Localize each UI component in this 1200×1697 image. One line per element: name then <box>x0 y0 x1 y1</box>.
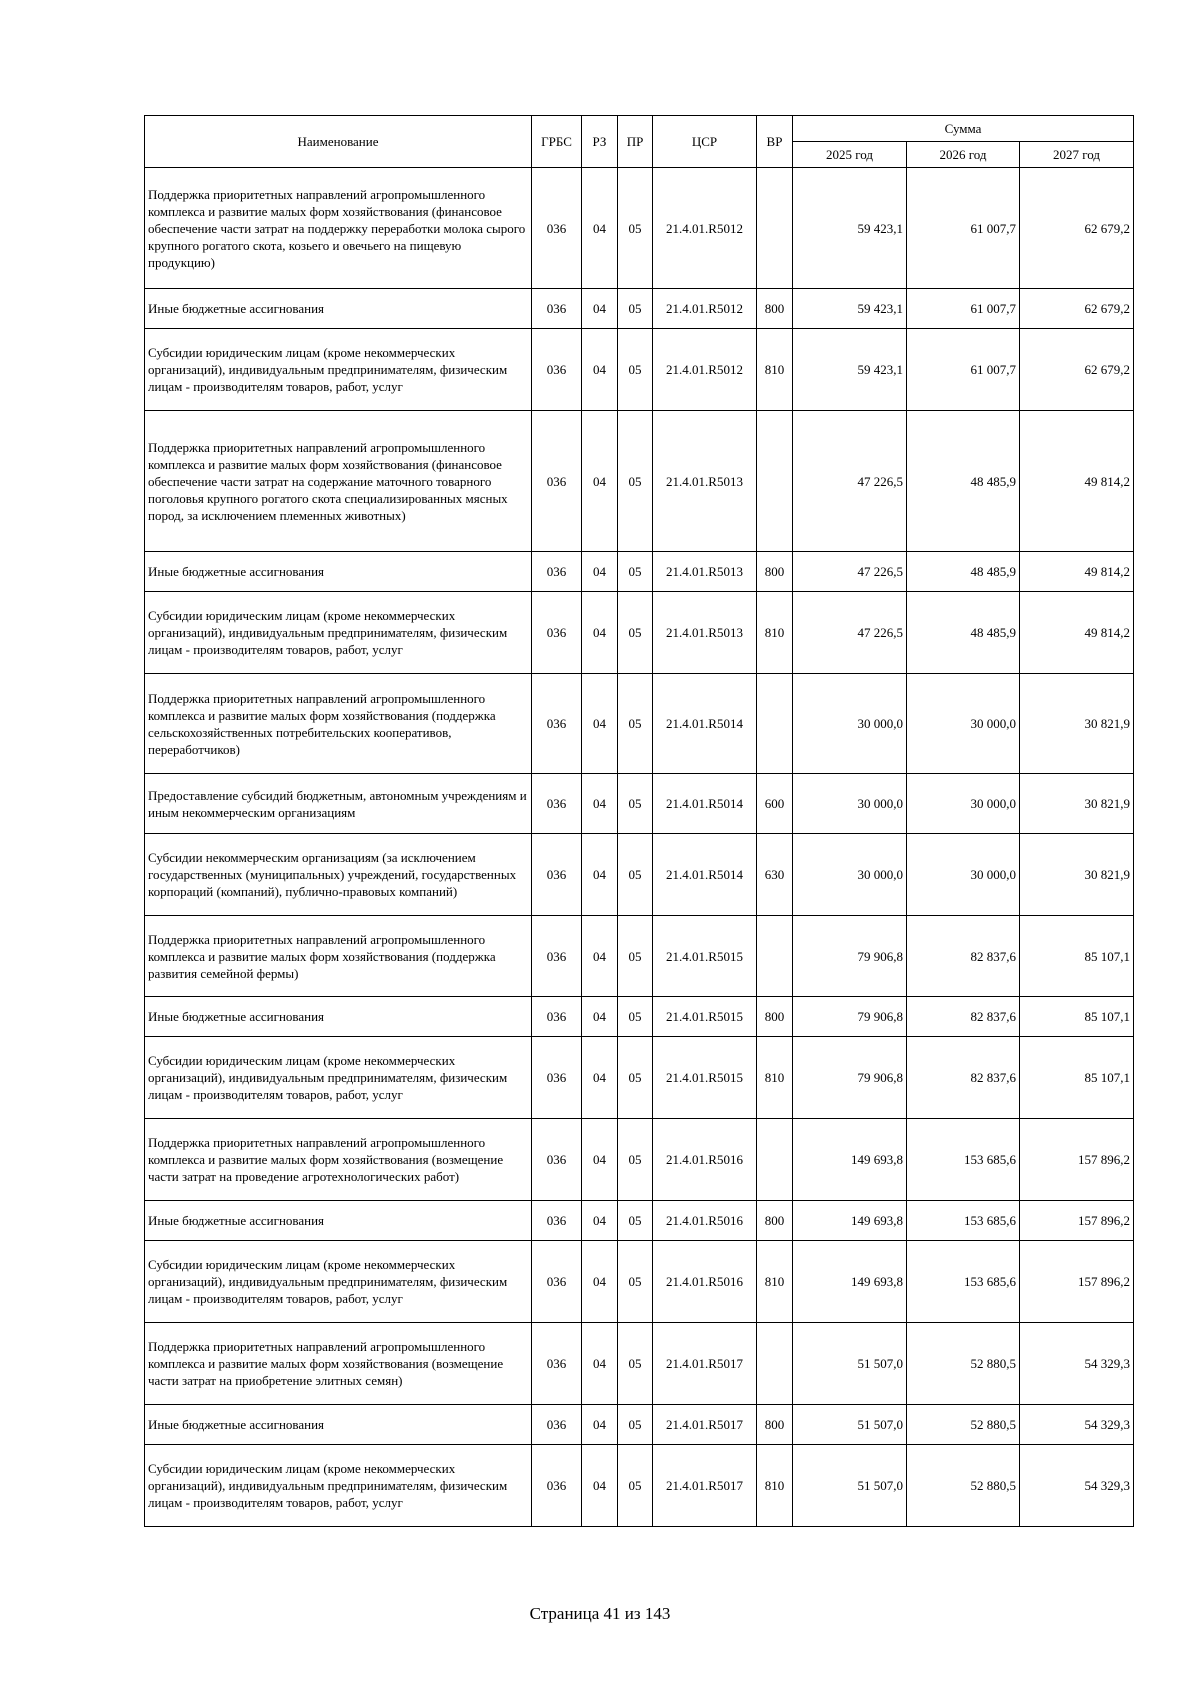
cell-pr: 05 <box>618 552 653 592</box>
cell-pr: 05 <box>618 1119 653 1201</box>
table-body <box>145 168 1134 1527</box>
cell-2025: 51 507,0 <box>793 1323 907 1405</box>
cell-2026: 153 685,6 <box>907 1201 1020 1241</box>
cell-vr: 810 <box>757 329 793 411</box>
header-2025: 2025 год <box>793 142 907 168</box>
cell-2026: 153 685,6 <box>907 1119 1020 1201</box>
cell-2026: 30 000,0 <box>907 674 1020 774</box>
cell-csr: 21.4.01.R5016 <box>653 1201 757 1241</box>
cell-2026: 30 000,0 <box>907 834 1020 916</box>
cell-2026: 48 485,9 <box>907 552 1020 592</box>
table-row <box>145 997 1134 1037</box>
cell-vr: 800 <box>757 1201 793 1241</box>
cell-2025: 47 226,5 <box>793 411 907 552</box>
cell-csr: 21.4.01.R5013 <box>653 411 757 552</box>
cell-csr: 21.4.01.R5012 <box>653 289 757 329</box>
cell-2026: 61 007,7 <box>907 168 1020 289</box>
cell-2027: 62 679,2 <box>1020 289 1134 329</box>
cell-name: Предоставление субсидий бюджетным, автономным учреждениям и иным некоммерческим организациям <box>145 774 532 834</box>
header-pr: ПР <box>618 116 653 168</box>
cell-2027: 62 679,2 <box>1020 168 1134 289</box>
cell-2025: 79 906,8 <box>793 916 907 997</box>
cell-vr <box>757 1119 793 1201</box>
cell-2027: 54 329,3 <box>1020 1445 1134 1527</box>
cell-grbs: 036 <box>532 997 582 1037</box>
cell-2025: 59 423,1 <box>793 289 907 329</box>
cell-csr: 21.4.01.R5014 <box>653 774 757 834</box>
cell-csr: 21.4.01.R5014 <box>653 834 757 916</box>
table-row <box>145 1037 1134 1119</box>
cell-2027: 62 679,2 <box>1020 329 1134 411</box>
cell-vr <box>757 674 793 774</box>
cell-grbs: 036 <box>532 834 582 916</box>
cell-rz: 04 <box>582 289 618 329</box>
cell-rz: 04 <box>582 1323 618 1405</box>
cell-pr: 05 <box>618 997 653 1037</box>
cell-2027: 30 821,9 <box>1020 834 1134 916</box>
cell-grbs: 036 <box>532 1119 582 1201</box>
cell-2026: 52 880,5 <box>907 1405 1020 1445</box>
cell-2025: 47 226,5 <box>793 592 907 674</box>
table-row <box>145 1241 1134 1323</box>
cell-2026: 48 485,9 <box>907 411 1020 552</box>
cell-grbs: 036 <box>532 1201 582 1241</box>
cell-vr: 810 <box>757 1445 793 1527</box>
cell-pr: 05 <box>618 834 653 916</box>
cell-csr: 21.4.01.R5017 <box>653 1323 757 1405</box>
cell-vr: 630 <box>757 834 793 916</box>
table-row <box>145 1323 1134 1405</box>
cell-grbs: 036 <box>532 774 582 834</box>
cell-csr: 21.4.01.R5013 <box>653 552 757 592</box>
cell-rz: 04 <box>582 1241 618 1323</box>
header-grbs: ГРБС <box>532 116 582 168</box>
cell-2025: 149 693,8 <box>793 1201 907 1241</box>
cell-grbs: 036 <box>532 1241 582 1323</box>
cell-pr: 05 <box>618 916 653 997</box>
cell-csr: 21.4.01.R5014 <box>653 674 757 774</box>
cell-grbs: 036 <box>532 168 582 289</box>
cell-name: Иные бюджетные ассигнования <box>145 289 532 329</box>
cell-2027: 157 896,2 <box>1020 1201 1134 1241</box>
cell-vr: 600 <box>757 774 793 834</box>
cell-csr: 21.4.01.R5016 <box>653 1119 757 1201</box>
cell-rz: 04 <box>582 1037 618 1119</box>
cell-2027: 30 821,9 <box>1020 674 1134 774</box>
cell-name: Субсидии юридическим лицам (кроме некоммерческих организаций), индивидуальным предпринимателям, физическим лицам - производителям товаров, работ, услуг <box>145 1445 532 1527</box>
cell-pr: 05 <box>618 1201 653 1241</box>
table-header <box>145 116 1134 168</box>
cell-vr <box>757 411 793 552</box>
cell-name: Субсидии юридическим лицам (кроме некоммерческих организаций), индивидуальным предпринимателям, физическим лицам - производителям товаров, работ, услуг <box>145 1241 532 1323</box>
header-rz: РЗ <box>582 116 618 168</box>
cell-vr: 800 <box>757 552 793 592</box>
cell-pr: 05 <box>618 1405 653 1445</box>
header-csr: ЦСР <box>653 116 757 168</box>
cell-pr: 05 <box>618 1323 653 1405</box>
cell-grbs: 036 <box>532 1445 582 1527</box>
cell-2027: 157 896,2 <box>1020 1241 1134 1323</box>
table-row <box>145 1405 1134 1445</box>
cell-rz: 04 <box>582 411 618 552</box>
table-row <box>145 168 1134 289</box>
cell-rz: 04 <box>582 1445 618 1527</box>
cell-name: Субсидии юридическим лицам (кроме некоммерческих организаций), индивидуальным предпринимателям, физическим лицам - производителям товаров, работ, услуг <box>145 592 532 674</box>
cell-grbs: 036 <box>532 674 582 774</box>
cell-rz: 04 <box>582 674 618 774</box>
cell-grbs: 036 <box>532 916 582 997</box>
table-row <box>145 329 1134 411</box>
cell-2025: 30 000,0 <box>793 774 907 834</box>
cell-2027: 85 107,1 <box>1020 1037 1134 1119</box>
cell-grbs: 036 <box>532 329 582 411</box>
cell-2025: 59 423,1 <box>793 168 907 289</box>
cell-vr: 800 <box>757 1405 793 1445</box>
cell-name: Иные бюджетные ассигнования <box>145 1405 532 1445</box>
cell-2025: 59 423,1 <box>793 329 907 411</box>
cell-2025: 51 507,0 <box>793 1405 907 1445</box>
cell-pr: 05 <box>618 1037 653 1119</box>
cell-2025: 79 906,8 <box>793 1037 907 1119</box>
table-row <box>145 834 1134 916</box>
cell-pr: 05 <box>618 1241 653 1323</box>
cell-grbs: 036 <box>532 592 582 674</box>
cell-2026: 48 485,9 <box>907 592 1020 674</box>
cell-rz: 04 <box>582 168 618 289</box>
cell-rz: 04 <box>582 916 618 997</box>
cell-csr: 21.4.01.R5017 <box>653 1405 757 1445</box>
cell-name: Поддержка приоритетных направлений агропромышленного комплекса и развитие малых форм хозяйствования (финансовое обеспечение части затрат на содержание маточного товарного поголовья крупного рогатого скота специализированных мясных пород, за исключением племенных животных) <box>145 411 532 552</box>
cell-2025: 149 693,8 <box>793 1119 907 1201</box>
cell-vr: 810 <box>757 1241 793 1323</box>
cell-rz: 04 <box>582 1119 618 1201</box>
cell-2026: 30 000,0 <box>907 774 1020 834</box>
cell-2027: 157 896,2 <box>1020 1119 1134 1201</box>
cell-vr: 810 <box>757 592 793 674</box>
cell-grbs: 036 <box>532 1037 582 1119</box>
cell-2025: 51 507,0 <box>793 1445 907 1527</box>
cell-name: Поддержка приоритетных направлений агропромышленного комплекса и развитие малых форм хозяйствования (возмещение части затрат на приобретение элитных семян) <box>145 1323 532 1405</box>
cell-pr: 05 <box>618 592 653 674</box>
cell-name: Иные бюджетные ассигнования <box>145 997 532 1037</box>
cell-pr: 05 <box>618 168 653 289</box>
cell-name: Поддержка приоритетных направлений агропромышленного комплекса и развитие малых форм хозяйствования (возмещение части затрат на проведение агротехнологических работ) <box>145 1119 532 1201</box>
cell-2027: 30 821,9 <box>1020 774 1134 834</box>
table-row <box>145 552 1134 592</box>
cell-csr: 21.4.01.R5015 <box>653 997 757 1037</box>
cell-name: Поддержка приоритетных направлений агропромышленного комплекса и развитие малых форм хозяйствования (финансовое обеспечение части затрат на поддержку переработки молока сырого крупного рогатого скота, козьего и овечьего на пищевую продукцию) <box>145 168 532 289</box>
cell-vr: 800 <box>757 289 793 329</box>
table-row <box>145 592 1134 674</box>
cell-csr: 21.4.01.R5016 <box>653 1241 757 1323</box>
cell-rz: 04 <box>582 997 618 1037</box>
cell-rz: 04 <box>582 592 618 674</box>
cell-vr: 810 <box>757 1037 793 1119</box>
table-row <box>145 774 1134 834</box>
cell-name: Иные бюджетные ассигнования <box>145 552 532 592</box>
header-2027: 2027 год <box>1020 142 1134 168</box>
cell-csr: 21.4.01.R5012 <box>653 168 757 289</box>
cell-2027: 85 107,1 <box>1020 916 1134 997</box>
cell-2027: 49 814,2 <box>1020 411 1134 552</box>
cell-2026: 82 837,6 <box>907 1037 1020 1119</box>
header-2026: 2026 год <box>907 142 1020 168</box>
cell-2025: 149 693,8 <box>793 1241 907 1323</box>
cell-2025: 47 226,5 <box>793 552 907 592</box>
cell-2025: 30 000,0 <box>793 834 907 916</box>
cell-2026: 52 880,5 <box>907 1323 1020 1405</box>
cell-name: Субсидии юридическим лицам (кроме некоммерческих организаций), индивидуальным предпринимателям, физическим лицам - производителям товаров, работ, услуг <box>145 1037 532 1119</box>
cell-pr: 05 <box>618 674 653 774</box>
cell-2026: 82 837,6 <box>907 997 1020 1037</box>
page-number: Страница 41 из 143 <box>529 1604 671 1623</box>
cell-2027: 85 107,1 <box>1020 997 1134 1037</box>
cell-csr: 21.4.01.R5015 <box>653 916 757 997</box>
table-row <box>145 411 1134 552</box>
table-row <box>145 1445 1134 1527</box>
cell-grbs: 036 <box>532 1405 582 1445</box>
cell-2027: 49 814,2 <box>1020 552 1134 592</box>
cell-rz: 04 <box>582 552 618 592</box>
cell-rz: 04 <box>582 1201 618 1241</box>
cell-2027: 54 329,3 <box>1020 1405 1134 1445</box>
header-vr: ВР <box>757 116 793 168</box>
cell-vr: 800 <box>757 997 793 1037</box>
cell-2027: 49 814,2 <box>1020 592 1134 674</box>
cell-csr: 21.4.01.R5015 <box>653 1037 757 1119</box>
table-row <box>145 1119 1134 1201</box>
cell-rz: 04 <box>582 834 618 916</box>
cell-name: Иные бюджетные ассигнования <box>145 1201 532 1241</box>
cell-2026: 82 837,6 <box>907 916 1020 997</box>
cell-2026: 61 007,7 <box>907 289 1020 329</box>
cell-rz: 04 <box>582 1405 618 1445</box>
cell-grbs: 036 <box>532 411 582 552</box>
cell-2026: 61 007,7 <box>907 329 1020 411</box>
cell-2026: 52 880,5 <box>907 1445 1020 1527</box>
cell-csr: 21.4.01.R5017 <box>653 1445 757 1527</box>
cell-name: Субсидии некоммерческим организациям (за исключением государственных (муниципальных) учреждений, государственных корпораций (компаний), публично-правовых компаний) <box>145 834 532 916</box>
table-row <box>145 674 1134 774</box>
cell-2026: 153 685,6 <box>907 1241 1020 1323</box>
cell-rz: 04 <box>582 329 618 411</box>
cell-grbs: 036 <box>532 289 582 329</box>
cell-csr: 21.4.01.R5013 <box>653 592 757 674</box>
cell-pr: 05 <box>618 411 653 552</box>
cell-vr <box>757 168 793 289</box>
cell-grbs: 036 <box>532 552 582 592</box>
budget-table <box>144 115 1134 1527</box>
table-row <box>145 289 1134 329</box>
cell-pr: 05 <box>618 289 653 329</box>
header-name: Наименование <box>145 116 532 168</box>
table-row <box>145 916 1134 997</box>
cell-pr: 05 <box>618 774 653 834</box>
cell-rz: 04 <box>582 774 618 834</box>
cell-vr <box>757 916 793 997</box>
cell-2025: 79 906,8 <box>793 997 907 1037</box>
cell-name: Поддержка приоритетных направлений агропромышленного комплекса и развитие малых форм хозяйствования (поддержка развития семейной фермы) <box>145 916 532 997</box>
table-row <box>145 1201 1134 1241</box>
cell-csr: 21.4.01.R5012 <box>653 329 757 411</box>
cell-vr <box>757 1323 793 1405</box>
cell-pr: 05 <box>618 329 653 411</box>
cell-name: Поддержка приоритетных направлений агропромышленного комплекса и развитие малых форм хозяйствования (поддержка сельскохозяйственных потребительских кооперативов, переработчиков) <box>145 674 532 774</box>
cell-2025: 30 000,0 <box>793 674 907 774</box>
cell-grbs: 036 <box>532 1323 582 1405</box>
cell-pr: 05 <box>618 1445 653 1527</box>
header-sum: Сумма <box>793 116 1134 142</box>
cell-2027: 54 329,3 <box>1020 1323 1134 1405</box>
cell-name: Субсидии юридическим лицам (кроме некоммерческих организаций), индивидуальным предпринимателям, физическим лицам - производителям товаров, работ, услуг <box>145 329 532 411</box>
